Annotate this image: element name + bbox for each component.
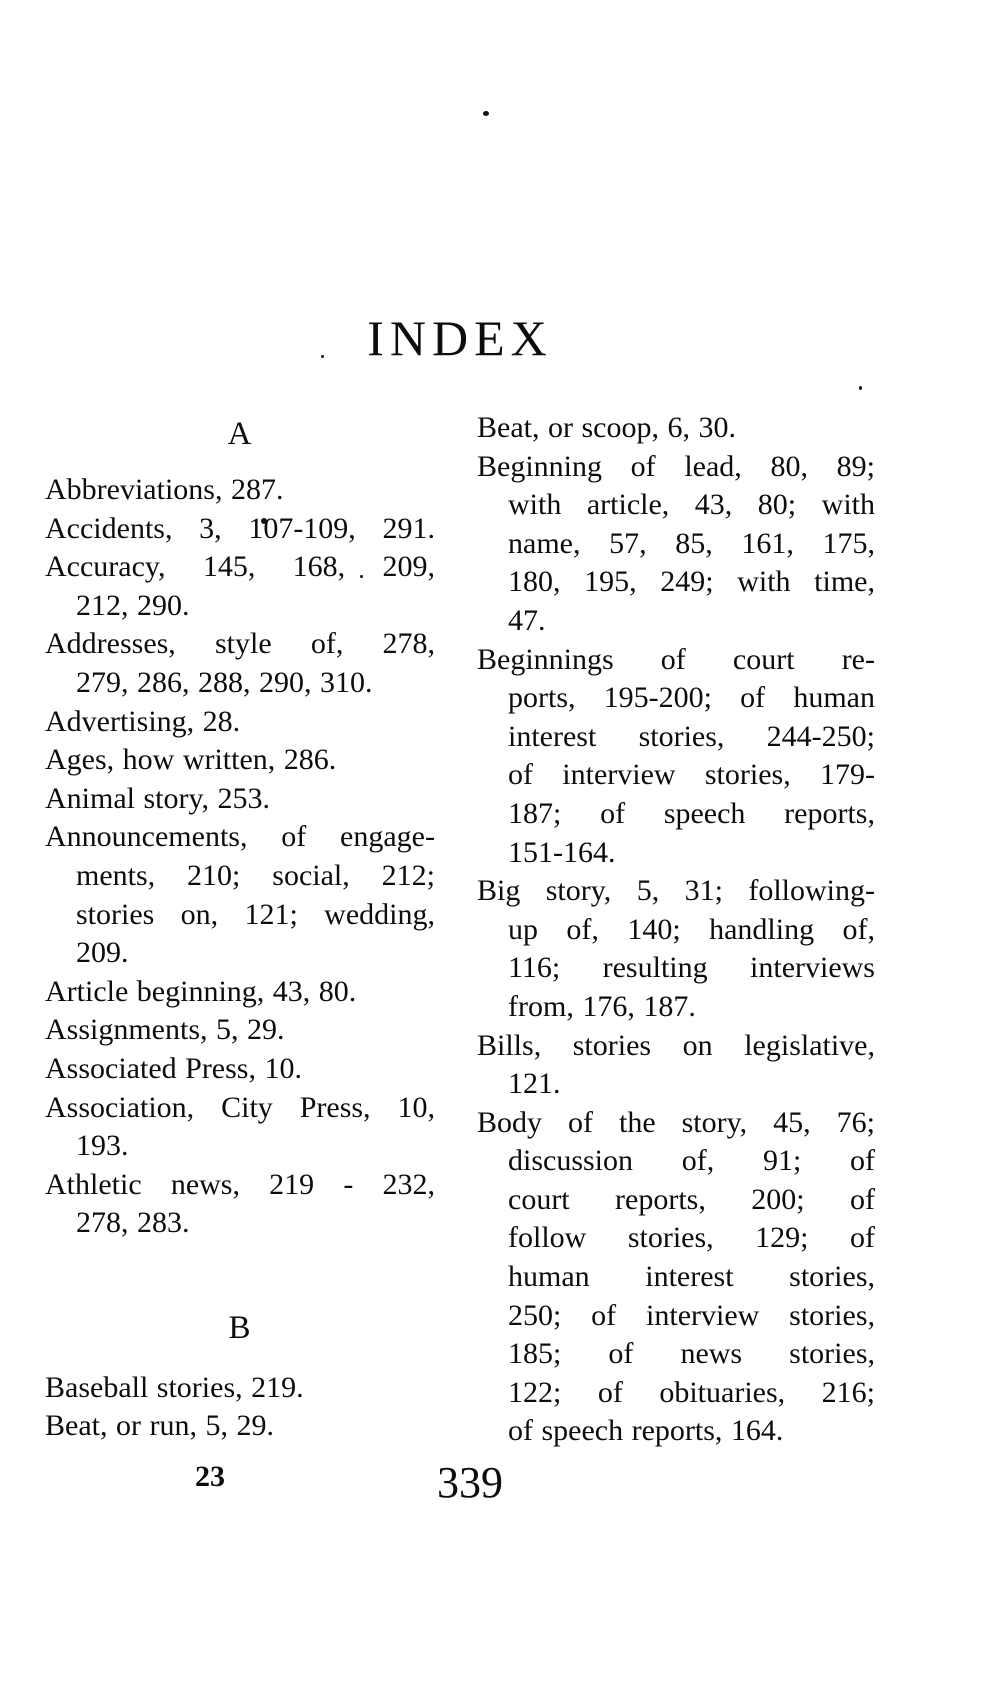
index-entry-line: Body of the story, 45, 76; — [477, 1105, 875, 1139]
index-entry-line: Beginnings of court re- — [477, 642, 875, 676]
index-entry — [45, 1089, 435, 1166]
index-entry-line: 193. — [76, 1129, 129, 1163]
index-entry-line: Accidents, 3, 107-109, 291. — [45, 511, 435, 545]
index-entry-line: Announcements, of engage- — [45, 820, 435, 854]
index-entry-line: Assignments, 5, 29. — [45, 1013, 285, 1047]
index-entry-line: 185; of news stories, — [508, 1337, 875, 1371]
index-entry-line: discussion of, 91; of — [508, 1144, 875, 1178]
section-heading-b: B — [228, 1309, 252, 1346]
index-entry-line: of speech reports, 164. — [508, 1414, 784, 1448]
index-entry — [477, 1104, 875, 1451]
index-entry-line: 250; of interview stories, — [508, 1298, 875, 1332]
index-entry — [477, 641, 875, 873]
ink-speck — [859, 386, 862, 390]
index-entry-line: 278, 283. — [76, 1206, 190, 1240]
index-entry-line: follow stories, 129; of — [508, 1221, 875, 1255]
index-entry-line: Bills, stories on legislative, — [477, 1028, 875, 1062]
index-entry-line: Beginning of lead, 80, 89; — [477, 449, 875, 483]
ink-speck — [483, 111, 489, 116]
index-entry-line: Beat, or scoop, 6, 30. — [477, 411, 736, 444]
index-entry-line: up of, 140; handling of, — [508, 912, 875, 946]
index-entry — [45, 703, 435, 742]
index-entry — [45, 471, 435, 510]
index-entry-line: 47. — [508, 603, 546, 637]
index-entry — [477, 448, 875, 641]
index-entry-line: Association, City Press, 10, — [45, 1090, 435, 1124]
index-entry-line: Advertising, 28. — [45, 704, 241, 738]
index-entry-line: 122; of obituaries, 216; — [508, 1375, 875, 1409]
index-column-left — [45, 409, 435, 1451]
index-entry — [45, 973, 435, 1012]
index-entry — [45, 818, 435, 972]
index-entry-line: stories on, 121; wedding, — [76, 897, 435, 931]
index-entry-line: 279, 286, 288, 290, 310. — [76, 665, 373, 699]
index-entry — [45, 1050, 435, 1089]
index-entry-line: Beat, or run, 5, 29. — [45, 1409, 274, 1443]
index-entry-line: Big story, 5, 31; following- — [477, 874, 875, 908]
index-entry-line: name, 57, 85, 161, 175, — [508, 526, 875, 560]
index-entry-line: interest stories, 244-250; — [508, 719, 875, 753]
index-entry-line: Accuracy, 145, 168, 209, — [45, 550, 435, 584]
index-entry — [45, 510, 435, 549]
index-entry-line: ports, 195-200; of human — [508, 681, 875, 715]
index-entry — [477, 872, 875, 1026]
index-entry-line: 209. — [76, 936, 129, 970]
section-heading-a: A — [227, 416, 253, 452]
index-entry-line: ments, 210; social, 212; — [76, 858, 435, 892]
index-entry — [45, 548, 435, 625]
index-entry — [45, 741, 435, 780]
index-entry — [477, 1027, 875, 1104]
index-entry-line: Associated Press, 10. — [45, 1051, 302, 1085]
index-entry-line: Article beginning, 43, 80. — [45, 974, 357, 1008]
index-entry-line: 180, 195, 249; with time, — [508, 565, 875, 599]
index-entry-line: from, 176, 187. — [508, 989, 696, 1023]
index-entry-line: with article, 43, 80; with — [508, 488, 875, 522]
index-columns — [45, 409, 875, 1451]
index-entry-line: 116; resulting interviews — [508, 951, 875, 985]
page-title: INDEX — [367, 310, 553, 366]
index-entry — [477, 409, 875, 448]
index-entry-line: 212, 290. — [76, 588, 190, 622]
index-entry — [45, 1166, 435, 1243]
index-entry — [45, 780, 435, 819]
index-entry-line: Abbreviations, 287. — [45, 473, 284, 506]
index-entry-line: Animal story, 253. — [45, 781, 271, 815]
index-entry-line: Ages, how written, 286. — [45, 743, 337, 777]
index-entry-line: human interest stories, — [508, 1260, 875, 1294]
index-entry-line: court reports, 200; of — [508, 1182, 875, 1216]
index-entry-line: of interview stories, 179- — [508, 758, 875, 792]
index-entry — [45, 1407, 435, 1446]
index-entry-line: 121. — [508, 1067, 561, 1101]
index-entry-line: 151-164. — [508, 835, 616, 869]
index-entry — [45, 1011, 435, 1050]
index-column-right — [477, 409, 875, 1451]
index-entry-line: Addresses, style of, 278, — [45, 627, 435, 661]
index-entry-line: 187; of speech reports, — [508, 796, 875, 830]
index-entry — [45, 1369, 435, 1408]
index-entry-line: Baseball stories, 219. — [45, 1370, 304, 1404]
signature-mark: 23 — [195, 1460, 225, 1493]
index-entry-line: Athletic news, 219 - 232, — [45, 1167, 435, 1201]
page-number: 339 — [437, 1458, 503, 1507]
index-entry — [45, 625, 435, 702]
